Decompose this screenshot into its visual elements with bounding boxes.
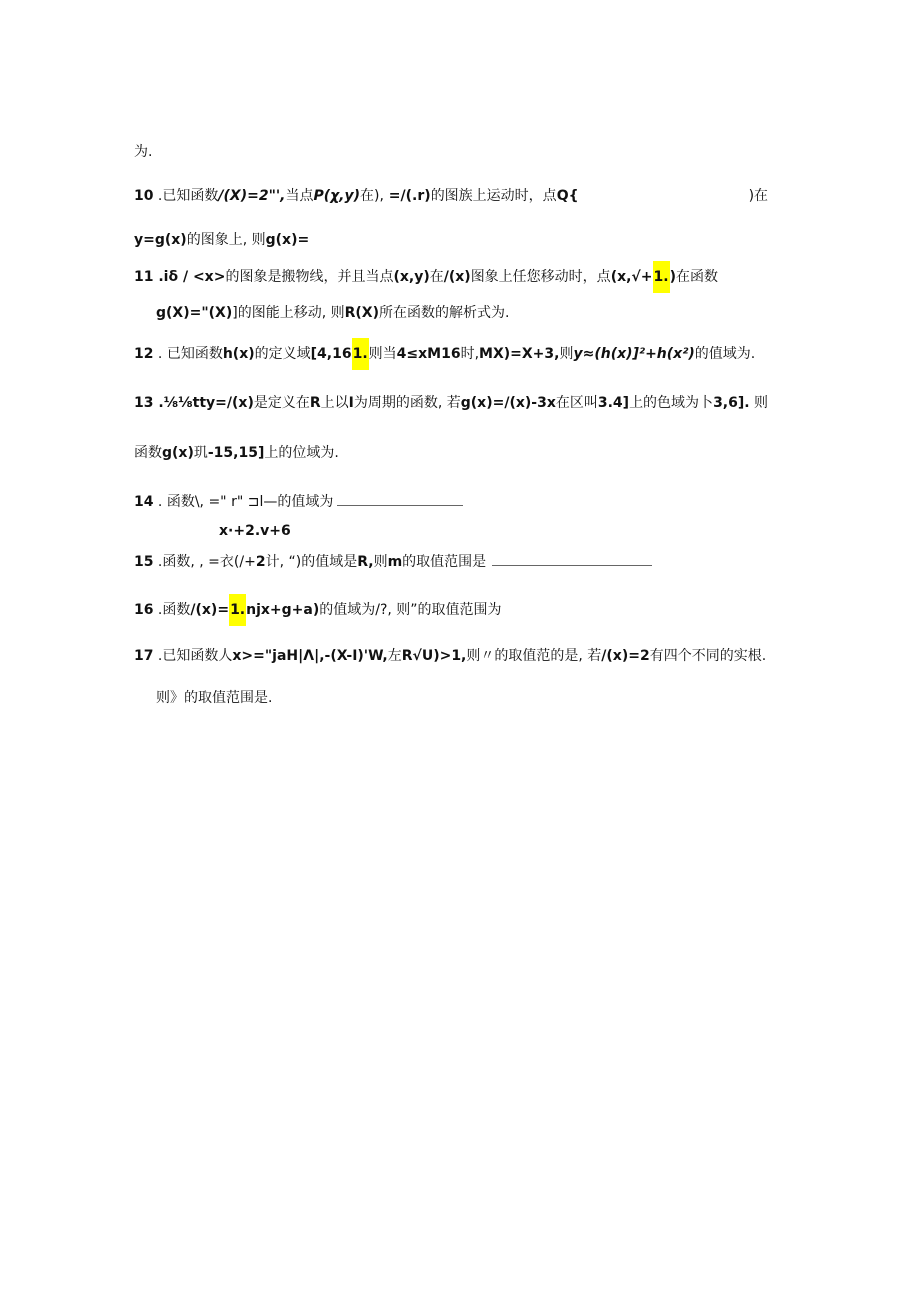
text: 时, bbox=[460, 346, 480, 362]
question-11-line-1 bbox=[134, 267, 718, 287]
highlight-mark: 1. bbox=[653, 261, 670, 293]
text: 在 bbox=[429, 269, 444, 285]
text: 的值域为. bbox=[694, 346, 756, 362]
text: 上的色域为卜 bbox=[629, 395, 714, 411]
question-number: 12 bbox=[134, 346, 154, 362]
question-11-line-2 bbox=[156, 303, 509, 323]
text: 在), bbox=[360, 188, 384, 204]
question-10-line-1 bbox=[134, 186, 768, 206]
text: 的图族上运动时，点 bbox=[430, 188, 557, 204]
question-number: 13 bbox=[134, 395, 154, 411]
question-13-line-2 bbox=[134, 443, 339, 463]
math: R bbox=[309, 395, 321, 411]
question-17-line-2 bbox=[156, 688, 272, 708]
math: 2 bbox=[255, 554, 266, 570]
text: .已知函数人 bbox=[153, 648, 233, 664]
text: 的图象上, 则 bbox=[186, 232, 266, 248]
answer-blank bbox=[337, 493, 463, 506]
question-15 bbox=[134, 552, 652, 572]
text: 当点 bbox=[285, 188, 314, 204]
math: R√U)>1, bbox=[401, 648, 467, 664]
text: 的值域为/?, 则”的取值范围为 bbox=[319, 602, 502, 618]
text-line-continuation bbox=[134, 142, 152, 162]
question-16 bbox=[134, 600, 502, 620]
math: /(x)= bbox=[190, 602, 230, 618]
text: 有四个不同的实根. bbox=[649, 648, 767, 664]
text: .已知函数 bbox=[153, 188, 219, 204]
question-14-line-2 bbox=[219, 521, 291, 541]
text: 则 bbox=[559, 346, 574, 362]
math: /(X)=2"', bbox=[218, 188, 286, 204]
text: 在函数 bbox=[675, 269, 718, 285]
question-13-line-1 bbox=[134, 393, 768, 413]
math: y≈(h(x)]²+h(x²) bbox=[573, 346, 695, 362]
text: 则〃的取值范的是, 若 bbox=[466, 648, 602, 664]
math: g(x) bbox=[162, 445, 194, 461]
math: y=g(x) bbox=[134, 232, 187, 248]
highlight-mark: 1. bbox=[229, 594, 246, 626]
math: R(X) bbox=[344, 305, 379, 321]
math: 3,6]. bbox=[713, 395, 750, 411]
text: ]的图能上移动, 则 bbox=[232, 305, 345, 321]
question-number: 16 bbox=[134, 602, 154, 618]
text: .函数 bbox=[153, 602, 191, 618]
question-10-line-2 bbox=[134, 230, 309, 250]
answer-blank bbox=[492, 553, 652, 566]
math: MX)=X+3, bbox=[479, 346, 560, 362]
text: 则》的取值范围是. bbox=[156, 690, 273, 706]
text: 是定义在 bbox=[253, 395, 310, 411]
text: 则当 bbox=[368, 346, 397, 362]
question-number: 11 bbox=[134, 269, 154, 285]
text: 的取值范围是 bbox=[402, 554, 487, 570]
text: 的值域为 bbox=[277, 494, 334, 510]
math: h(x) bbox=[222, 346, 255, 362]
math: (x,√+ bbox=[610, 269, 653, 285]
math: njx+g+a) bbox=[246, 602, 320, 618]
math: m bbox=[387, 554, 403, 570]
math: g(x)= bbox=[265, 232, 310, 248]
text: 上以 bbox=[320, 395, 349, 411]
math: g(X)="(X) bbox=[156, 305, 233, 321]
question-number: 10 bbox=[134, 188, 154, 204]
text: 的定义域 bbox=[254, 346, 311, 362]
text: . 已知函数 bbox=[153, 346, 223, 362]
math: .⅛⅛tty=/(x) bbox=[153, 395, 254, 411]
text: .函数, , =衣(/+ bbox=[153, 554, 256, 570]
question-number: 14 bbox=[134, 494, 154, 510]
math: x>="jaH|Λ|,-(X-I)'W, bbox=[232, 648, 388, 664]
math: [4,16 bbox=[310, 346, 352, 362]
text: 玑 bbox=[193, 445, 208, 461]
question-number: 17 bbox=[134, 648, 154, 664]
text: 为. bbox=[134, 144, 153, 160]
text: 上的位域为. bbox=[264, 445, 339, 461]
text: 则 bbox=[373, 554, 388, 570]
text: )在 bbox=[748, 188, 769, 204]
math: ) bbox=[669, 269, 676, 285]
math: 3.4] bbox=[597, 395, 630, 411]
math: 4≤xM16 bbox=[396, 346, 461, 362]
text: 所在函数的解析式为. bbox=[378, 305, 510, 321]
math: .iδ / <x> bbox=[153, 269, 226, 285]
math: /(x) bbox=[443, 269, 471, 285]
text: . 函数\, =" r" ⊐l— bbox=[153, 494, 278, 510]
math: I bbox=[348, 395, 354, 411]
text: 的图象是搬物线，并且当点 bbox=[225, 269, 394, 285]
question-number: 15 bbox=[134, 554, 154, 570]
highlight-mark: 1. bbox=[352, 338, 369, 370]
math: x·+2.v+6 bbox=[219, 523, 291, 539]
text: 计, “)的值域是 bbox=[265, 554, 358, 570]
text: 图象上任您移动时，点 bbox=[470, 269, 611, 285]
math: P(χ,y) bbox=[313, 188, 361, 204]
text: 为周期的函数, 若 bbox=[353, 395, 461, 411]
math: /(x)=2 bbox=[601, 648, 650, 664]
text: 则 bbox=[749, 395, 769, 411]
math: (x,y) bbox=[393, 269, 430, 285]
question-12 bbox=[134, 344, 755, 364]
math: =/(.r) bbox=[383, 188, 431, 204]
math: g(x)=/(x)-3x bbox=[460, 395, 556, 411]
math: R, bbox=[357, 554, 374, 570]
text: 左 bbox=[387, 648, 402, 664]
text: 在区叫 bbox=[555, 395, 598, 411]
math: Q{ bbox=[556, 188, 579, 204]
question-14-line-1 bbox=[134, 492, 463, 512]
math: -15,15] bbox=[207, 445, 265, 461]
question-17-line-1 bbox=[134, 646, 766, 666]
text: 函数 bbox=[134, 445, 162, 461]
